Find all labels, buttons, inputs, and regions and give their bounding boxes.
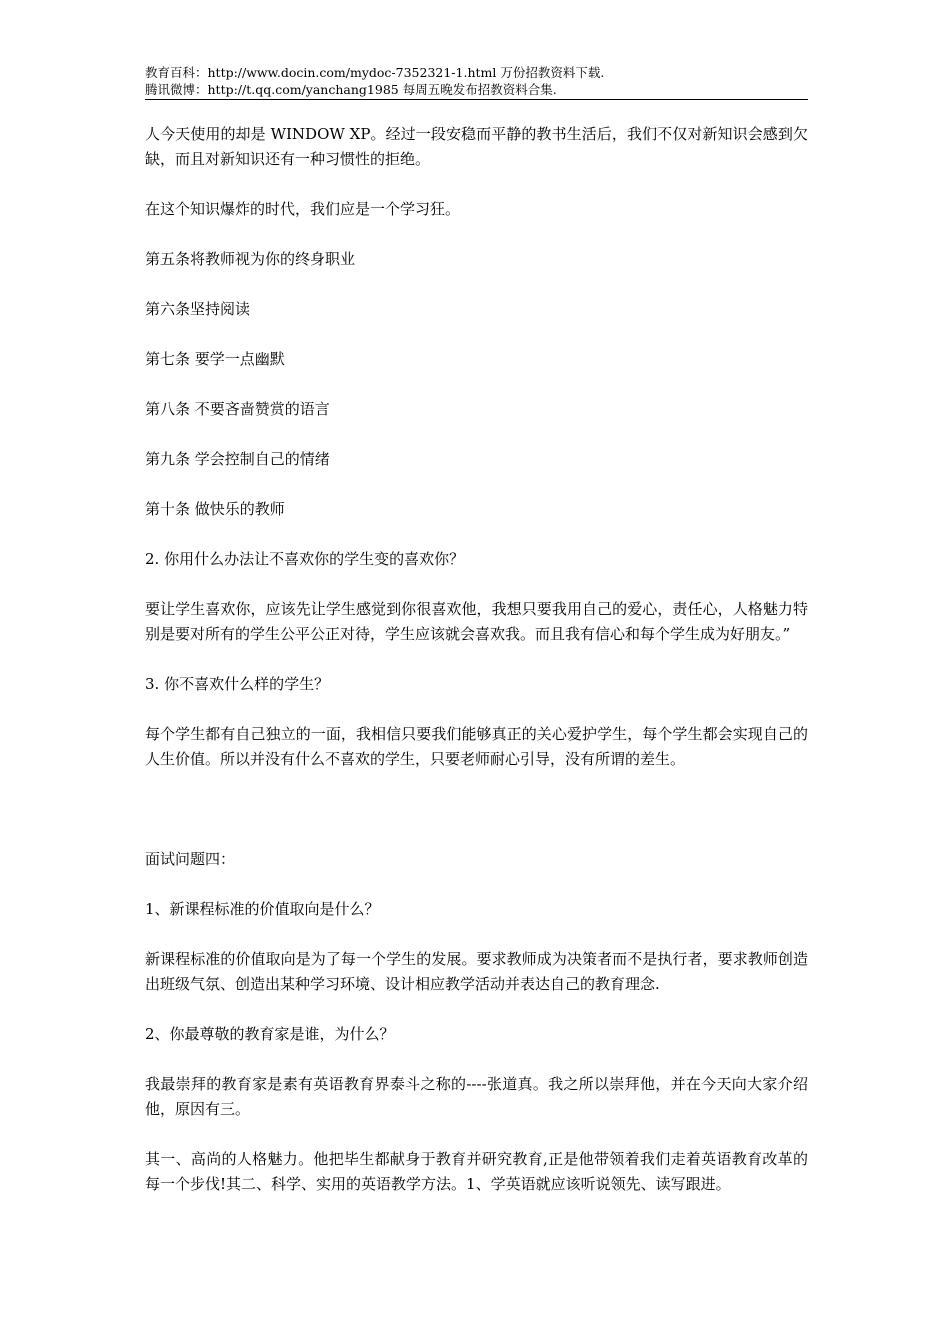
section-title: 面试问题四： (145, 850, 236, 868)
document-body (145, 122, 808, 1222)
rule-8: 第八条 不要吝啬赞赏的语言 (145, 400, 330, 418)
header-line-weibo-link: 腾讯微博：http://t.qq.com/yanchang1985 每周五晚发布招教资料合集. (145, 82, 557, 97)
header-line-docin-link: 教育百科：http://www.docin.com/mydoc-7352321-1.html 万份招教资料下载. (145, 65, 605, 80)
question-3: 3. 你不喜欢什么样的学生？ (145, 675, 330, 693)
rule-6: 第六条坚持阅读 (145, 300, 251, 318)
answer-respected-educator: 我最崇拜的教育家是素有英语教育界泰斗之称的----张道真。我之所以崇拜他，并在今天向大家介绍他，原因有三。 (145, 1075, 808, 1118)
paragraph-learning-mania: 在这个知识爆炸的时代，我们应是一个学习狂。 (145, 200, 461, 218)
paragraph-reasons: 其一、高尚的人格魅力。他把毕生都献身于教育并研究教育,正是他带领着我们走着英语教育改革的每一个步伐!其二、科学、实用的英语教学方法。1、学英语就应该听说领先、读写跟进。 (145, 1150, 808, 1193)
answer-2: 要让学生喜欢你，应该先让学生感觉到你很喜欢他，我想只要我用自己的爱心，责任心，人格魅力特别是要对所有的学生公平公正对待，学生应该就会喜欢我。而且我有信心和每个学生成为好朋友。” (145, 600, 808, 643)
question-respected-educator: 2、你最尊敬的教育家是谁，为什么？ (145, 1025, 395, 1043)
paragraph-window-xp: 人今天使用的却是 WINDOW XP。经过一段安稳而平静的教书生活后，我们不仅对新知识会感到欠缺，而且对新知识还有一种习惯性的拒绝。 (145, 125, 808, 168)
answer-3: 每个学生都有自己独立的一面，我相信只要我们能够真正的关心爱护学生，每个学生都会实现自己的人生价值。所以并没有什么不喜欢的学生，只要老师耐心引导，没有所谓的差生。 (145, 725, 808, 768)
answer-curriculum-values: 新课程标准的价值取向是为了每一个学生的发展。要求教师成为决策者而不是执行者，要求教师创造出班级气氛、创造出某种学习环境、设计相应教学活动并表达自己的教育理念. (145, 950, 808, 993)
rule-5: 第五条将教师视为你的终身职业 (145, 250, 356, 268)
question-curriculum-values: 1、新课程标准的价值取向是什么？ (145, 900, 380, 918)
question-2: 2. 你用什么办法让不喜欢你的学生变的喜欢你？ (145, 550, 465, 568)
rule-10: 第十条 做快乐的教师 (145, 500, 285, 518)
page-header (145, 64, 808, 100)
section-gap (145, 797, 808, 847)
rule-7: 第七条 要学一点幽默 (145, 350, 285, 368)
rule-9: 第九条 学会控制自己的情绪 (145, 450, 330, 468)
